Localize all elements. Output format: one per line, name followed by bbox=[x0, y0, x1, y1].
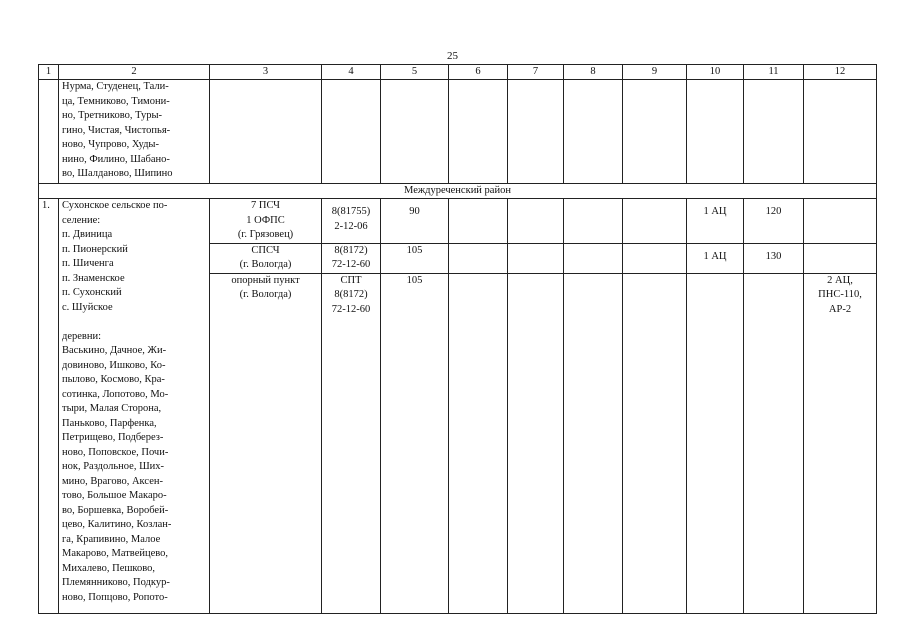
section-row bbox=[39, 184, 877, 199]
text-line: 72-12-60 bbox=[331, 259, 371, 270]
text-line: п. Сухонский bbox=[62, 287, 122, 298]
text-line: довиново, Ишково, Ко- bbox=[62, 359, 166, 371]
unit-name bbox=[210, 243, 322, 273]
extra-equipment bbox=[804, 199, 877, 244]
text-line: 2 АЦ, bbox=[827, 274, 853, 286]
equipment: 1 АЦ bbox=[687, 199, 744, 244]
text-line: во, Шалданово, Шипино bbox=[62, 168, 173, 179]
text-line: п. Двиница bbox=[62, 229, 113, 240]
text-line: 72-12-60 bbox=[331, 303, 371, 315]
text-line: (г. Грязовец) bbox=[237, 229, 294, 240]
text-line: (г. Вологда) bbox=[239, 289, 292, 300]
entry-settlements bbox=[59, 199, 210, 614]
text-line bbox=[62, 315, 206, 330]
crew bbox=[744, 273, 804, 613]
text-line: Васькино, Дачное, Жи- bbox=[62, 345, 167, 356]
text-line: (г. Вологда) bbox=[239, 259, 292, 270]
sub-row-1 bbox=[39, 199, 877, 244]
text-line: Племянниково, Подкур- bbox=[62, 577, 170, 588]
header-cell: 7 bbox=[508, 65, 564, 80]
text-line: сотинка, Лопотово, Мо- bbox=[62, 388, 169, 400]
header-cell: 1 bbox=[39, 65, 59, 80]
equipment bbox=[687, 273, 744, 613]
text-line: п. Шиченга bbox=[62, 258, 114, 269]
text-line: 8(8172) bbox=[334, 289, 368, 300]
text-line: Петрищево, Подберез- bbox=[62, 432, 164, 443]
text-line: АР-2 bbox=[828, 303, 852, 315]
text-line: цево, Калитино, Козлан- bbox=[62, 519, 172, 530]
text-line: Макарово, Матвейцево, bbox=[62, 548, 169, 559]
text-line: деревни: bbox=[62, 330, 102, 342]
header-cell: 9 bbox=[623, 65, 687, 80]
text-line: 1 ОФПС bbox=[246, 214, 285, 226]
entry-number: 1. bbox=[39, 199, 59, 614]
text-line: пылово, Космово, Кра- bbox=[62, 374, 165, 385]
text-line: ПНС-110, bbox=[818, 289, 862, 300]
text-line: тово, Большое Макаро- bbox=[62, 490, 167, 501]
header-cell: 8 bbox=[564, 65, 623, 80]
text-line: СПТ bbox=[340, 274, 362, 286]
text-line: 8(81755) bbox=[331, 206, 371, 217]
text-line: нок, Раздольное, Ших- bbox=[62, 461, 165, 472]
header-cell: 3 bbox=[210, 65, 322, 80]
text-line: селение: bbox=[62, 214, 101, 226]
text-line: Паньково, Парфенка, bbox=[62, 417, 157, 429]
header-cell: 11 bbox=[744, 65, 804, 80]
header-cell: 12 bbox=[804, 65, 877, 80]
distance: 105 bbox=[381, 273, 449, 613]
text-line: нино, Филино, Шабано- bbox=[62, 153, 170, 165]
unit-phone bbox=[322, 273, 381, 613]
distance: 105 bbox=[381, 243, 449, 273]
carry-row bbox=[39, 80, 877, 184]
text-line: опорный пункт bbox=[231, 274, 300, 286]
unit-name bbox=[210, 199, 322, 244]
data-table bbox=[38, 64, 877, 614]
header-cell: 5 bbox=[381, 65, 449, 80]
text-line: Михалево, Пешково, bbox=[62, 562, 156, 574]
unit-phone bbox=[322, 199, 381, 244]
section-title: Междуреченский район bbox=[39, 184, 877, 199]
unit-phone bbox=[322, 243, 381, 273]
text-line: п. Знаменское bbox=[62, 272, 125, 284]
crew: 130 bbox=[744, 243, 804, 273]
equipment: 1 АЦ bbox=[687, 243, 744, 273]
text-line: 8(8172) bbox=[334, 244, 368, 256]
text-line: ца, Темниково, Тимони- bbox=[62, 95, 170, 107]
header-cell: 6 bbox=[449, 65, 508, 80]
text-line: тыри, Малая Сторона, bbox=[62, 403, 162, 414]
text-line: ново, Попцово, Ропото- bbox=[62, 591, 168, 603]
header-cell: 2 bbox=[59, 65, 210, 80]
unit-name bbox=[210, 273, 322, 613]
header-cell: 4 bbox=[322, 65, 381, 80]
distance: 90 bbox=[381, 199, 449, 244]
carry-villages bbox=[59, 80, 210, 184]
text-line: га, Крапивино, Малое bbox=[62, 533, 161, 545]
text-line: п. Пионерский bbox=[62, 243, 128, 255]
text-line: мино, Врагово, Аксен- bbox=[62, 475, 163, 487]
text-line: но, Третниково, Туры- bbox=[62, 110, 163, 121]
extra-equipment bbox=[804, 273, 877, 613]
text-line: Сухонское сельское по- bbox=[62, 200, 168, 211]
extra-equipment bbox=[804, 243, 877, 273]
text-line: СПСЧ bbox=[251, 244, 280, 256]
text-line: 7 ПСЧ bbox=[250, 200, 281, 211]
text-line: ново, Чупрово, Худы- bbox=[62, 139, 159, 150]
text-line: ново, Поповское, Почи- bbox=[62, 446, 169, 458]
page-number: 25 bbox=[447, 50, 458, 62]
text-line: 2-12-06 bbox=[334, 220, 368, 232]
text-line: гино, Чистая, Чистопья- bbox=[62, 124, 171, 136]
crew: 120 bbox=[744, 199, 804, 244]
text-line: Нурма, Студенец, Тали- bbox=[62, 81, 169, 92]
text-line: с. Шуйское bbox=[62, 301, 113, 313]
text-line: во, Боршевка, Воробей- bbox=[62, 504, 169, 516]
header-row bbox=[39, 65, 877, 80]
header-cell: 10 bbox=[687, 65, 744, 80]
